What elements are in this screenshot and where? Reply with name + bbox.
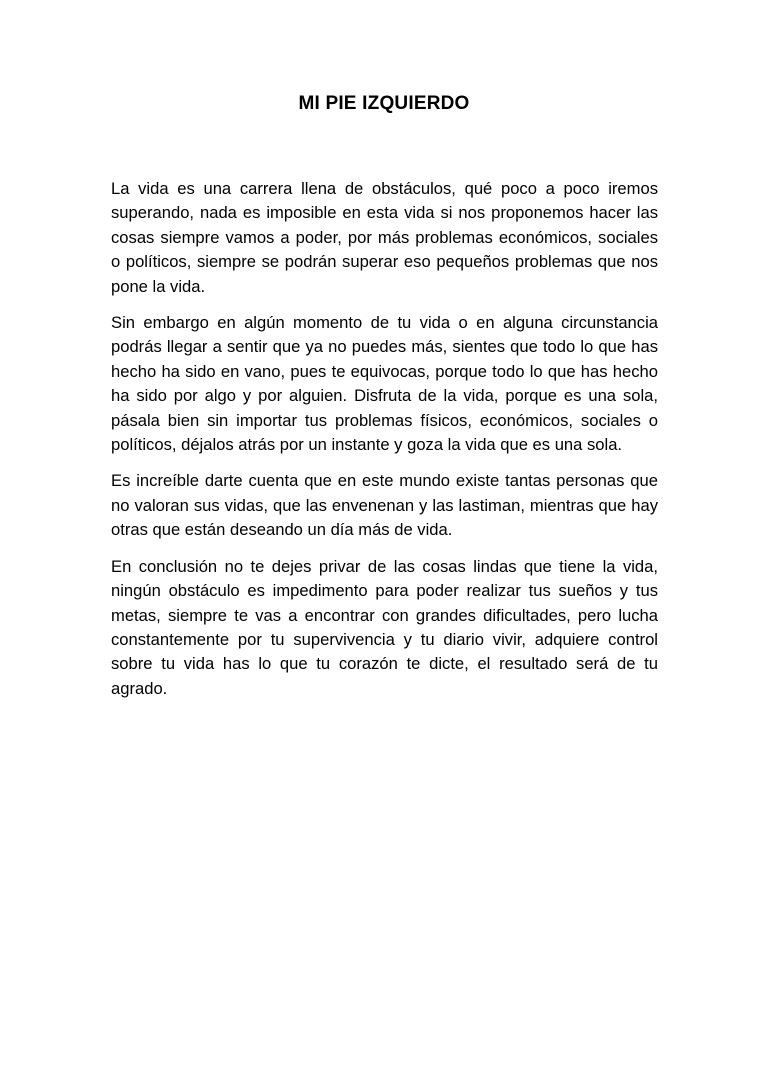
paragraph-1: La vida es una carrera llena de obstáculos, qué poco a poco iremos superando, nada es imposible en esta vida si nos proponemos hacer las cosas siempre vamos a poder, por más problemas económicos, sociales o políticos, siempre se podrán superar eso pequeños problemas que nos pone la vida. [111, 179, 658, 296]
paragraph-4: En conclusión no te dejes privar de las cosas lindas que tiene la vida, ningún obstáculo es impedimento para poder realizar tus sueños y tus metas, siempre te vas a encontrar con grandes dificultades, pero lucha constantemente por tu supervivencia y tu diario vivir, adquiere control sobre tu vida has lo que tu corazón te dicte, el resultado será de tu agrado. [111, 556, 658, 698]
document-title: MI PIE IZQUIERDO [298, 93, 470, 114]
paragraph-3: Es increíble darte cuenta que en este mundo existe tantas personas que no valoran sus vidas, que las envenenan y las lastiman, mientras que hay otras que están deseando un día más de vida. [111, 471, 658, 540]
paragraph-2: Sin embargo en algún momento de tu vida o en alguna circunstancia podrás llegar a sentir que ya no puedes más, sientes que todo lo que has hecho ha sido en vano, pues te equivocas, porque todo lo que has hecho ha sido por algo y por alguien. Disfruta de la vida, porque es una sola, pásala bien sin importar tus problemas físicos, económicos, sociales o políticos, déjalos atrás por un instante y goza la vida que es una sola. [111, 313, 658, 455]
document-body [111, 177, 658, 713]
